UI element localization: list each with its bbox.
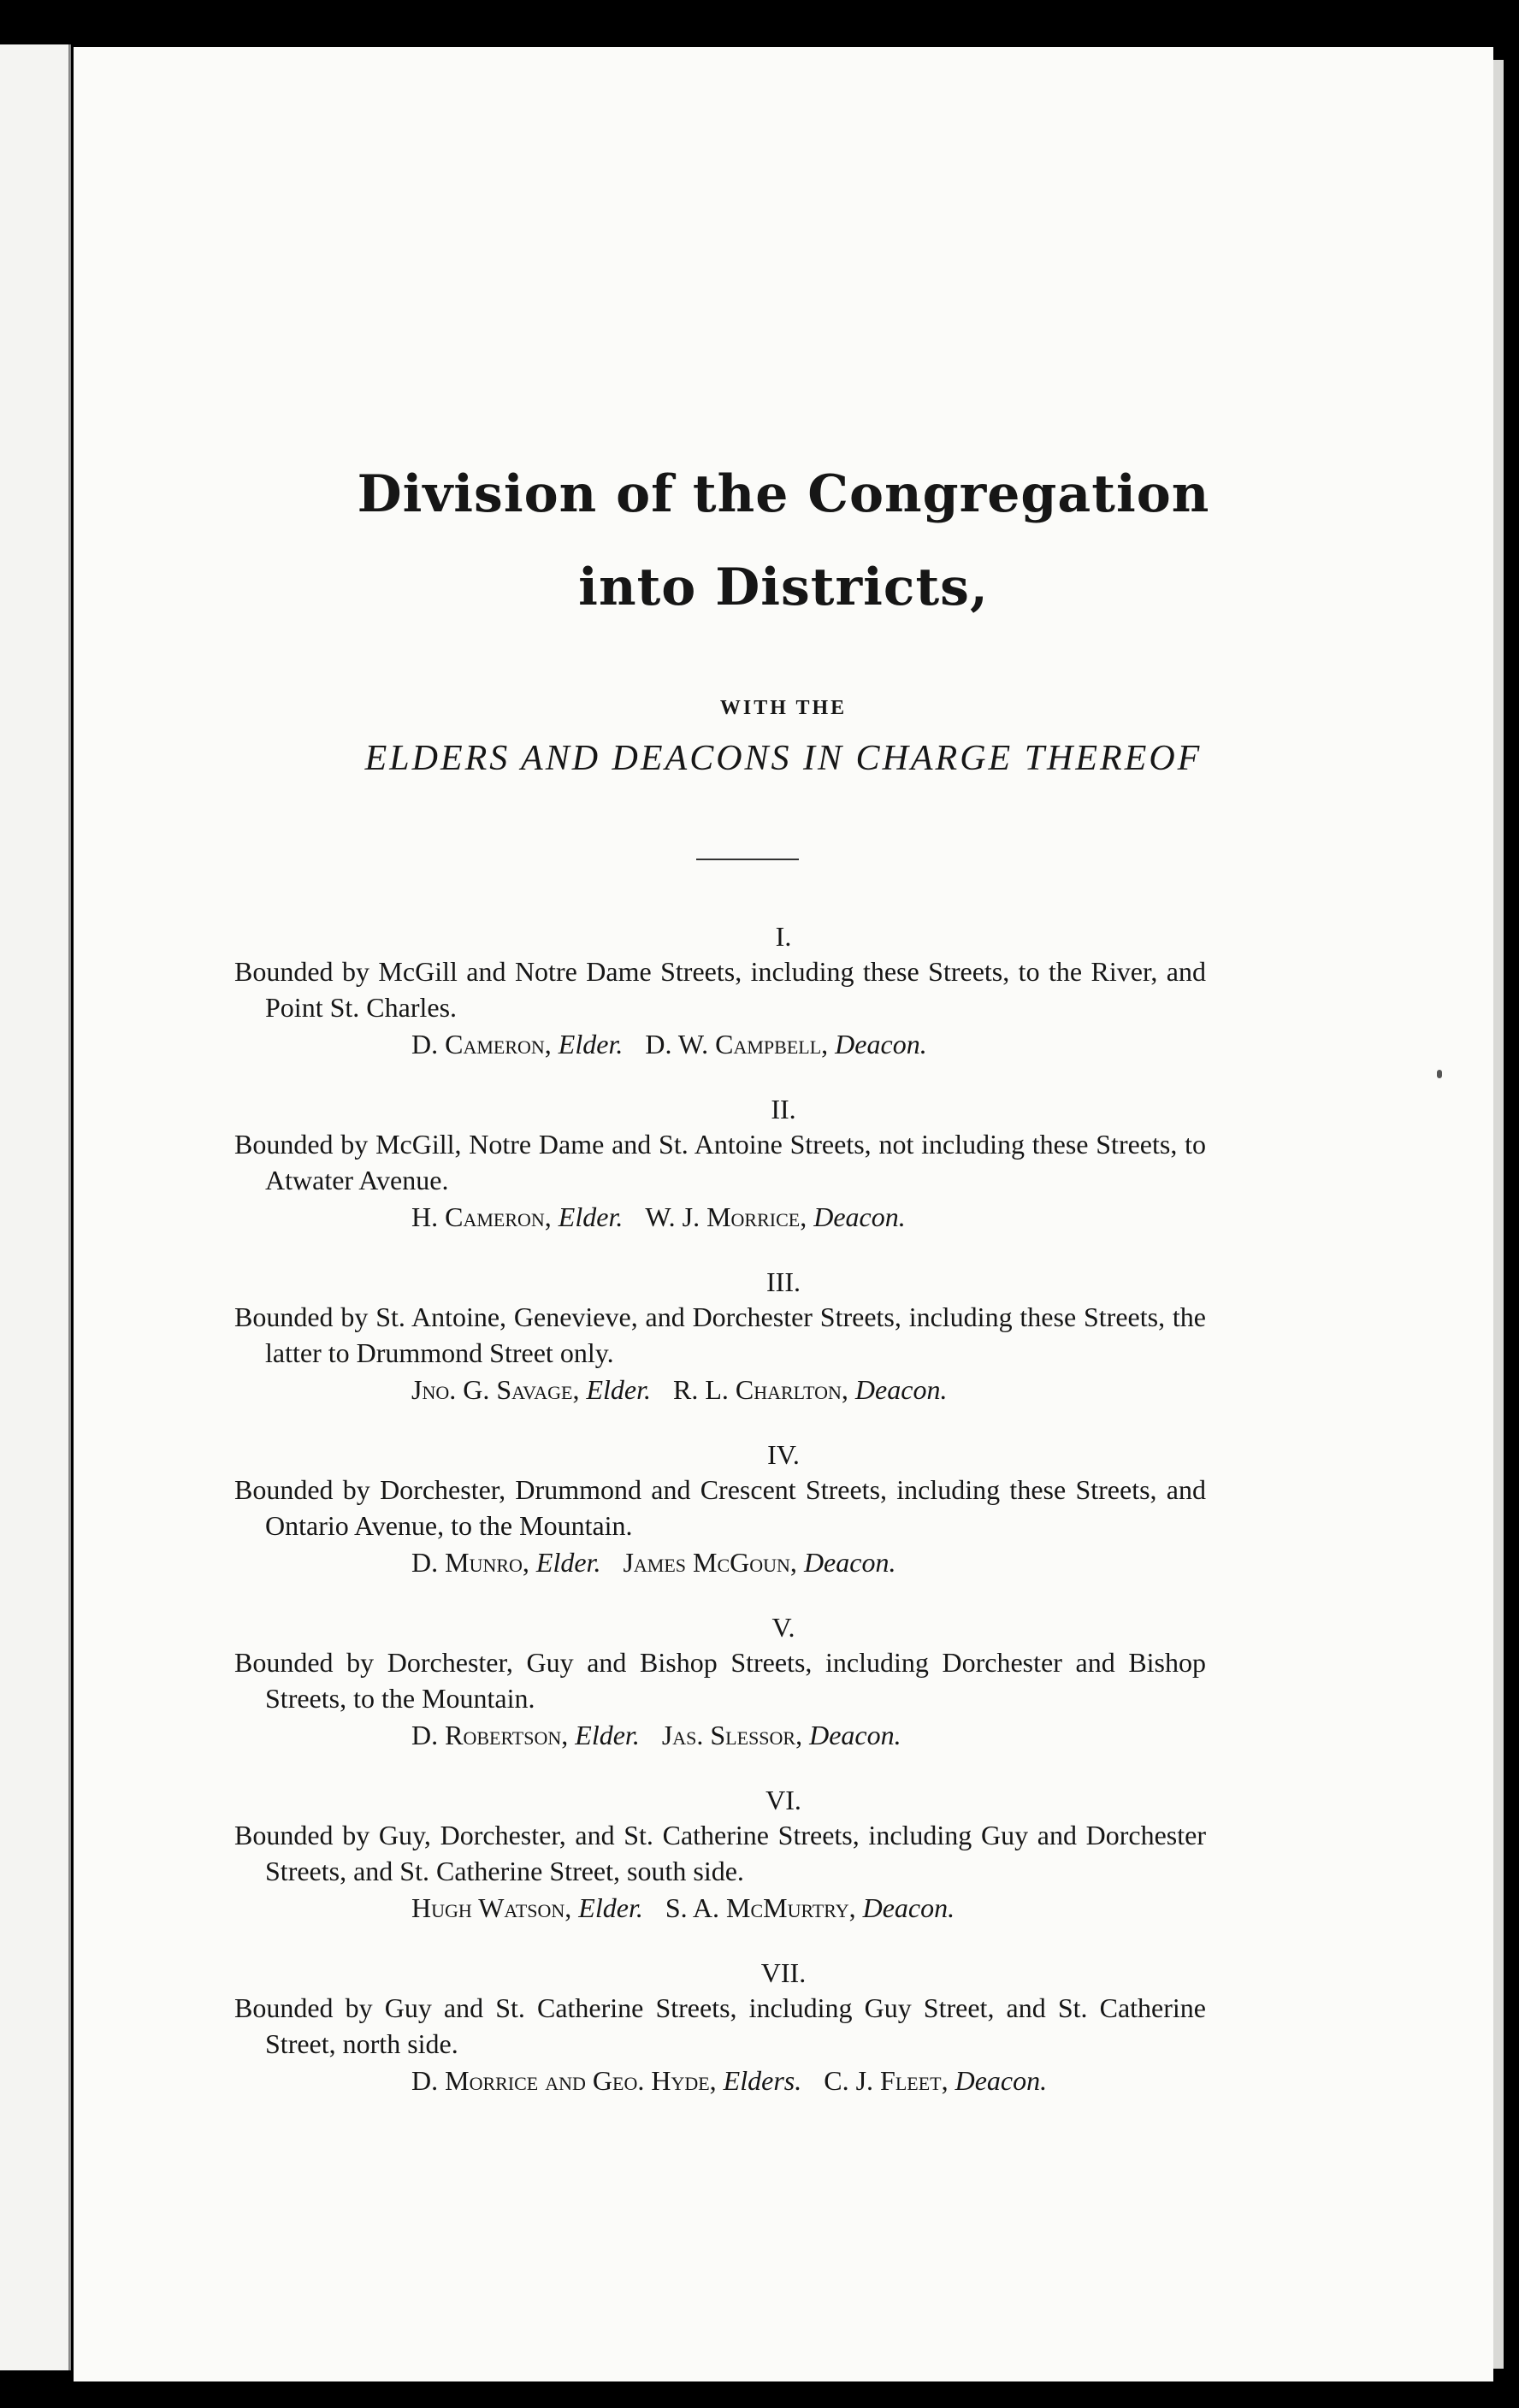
deacon-name: Jas. Slessor, [661, 1720, 803, 1750]
district-description: Bounded by Dorchester, Guy and Bishop Streets, including Dorchester and Bishop Streets, to the Mountain. [234, 1647, 1206, 1714]
deacon-role: Deacon. [809, 1720, 901, 1750]
district-numeral: IV. [767, 1439, 800, 1470]
page-title-line-2: into Districts, [578, 558, 989, 617]
district-1 [74, 919, 1493, 1063]
district-numeral: V. [771, 1612, 795, 1643]
district-officers [74, 1716, 1493, 1754]
district-numeral: VI. [765, 1785, 801, 1815]
deacon-role: Deacon. [803, 1547, 896, 1578]
elder-role: Elder. [558, 1029, 624, 1059]
deacon-name: C. J. Fleet, [824, 2065, 949, 2096]
district-officers [74, 1025, 1493, 1063]
deacon-name: S. A. McMurtry, [665, 1892, 856, 1923]
elder-name: D. Cameron, [411, 1029, 552, 1059]
page-spine-strip [0, 44, 71, 2370]
elder-name: D. Robertson, [411, 1720, 569, 1750]
page-subtitle: ELDERS AND DEACONS IN CHARGE THEREOF [364, 739, 1203, 778]
district-2 [74, 1092, 1493, 1236]
district-7 [74, 1956, 1493, 2099]
page-content [74, 47, 1493, 2381]
district-6 [74, 1783, 1493, 1927]
district-5 [74, 1610, 1493, 1754]
district-officers [74, 1198, 1493, 1236]
ink-speck [1437, 1070, 1442, 1078]
district-description: Bounded by Guy, Dorchester, and St. Catherine Streets, including Guy and Dorchester Streets, and St. Catherine Street, south side. [234, 1820, 1206, 1886]
deacon-name: W. J. Morrice, [645, 1201, 807, 1232]
deacon-name: R. L. Charlton, [673, 1374, 848, 1405]
deacon-name: D. W. Campbell, [645, 1029, 829, 1059]
elder-role: Elder. [558, 1201, 624, 1232]
district-description: Bounded by Guy and St. Catherine Streets, including Guy Street, and St. Catherine Street, north side. [234, 1992, 1206, 2059]
elder-role: Elder. [575, 1720, 640, 1750]
deacon-role: Deacon. [955, 2065, 1048, 2096]
deacon-role: Deacon. [862, 1892, 955, 1923]
district-officers [74, 2062, 1493, 2099]
district-numeral: II. [771, 1094, 796, 1124]
district-3 [74, 1265, 1493, 1408]
elder-name: H. Cameron, [411, 1201, 552, 1232]
with-the-label: WITH THE [719, 697, 848, 719]
title-divider-rule [696, 859, 799, 860]
elder-name: Jno. G. Savage, [411, 1374, 580, 1405]
elder-name: D. Munro, [411, 1547, 529, 1578]
district-officers [74, 1889, 1493, 1927]
deacon-role: Deacon. [854, 1374, 948, 1405]
district-officers [74, 1543, 1493, 1581]
deacon-role: Deacon. [835, 1029, 927, 1059]
document-page [74, 47, 1493, 2381]
district-officers [74, 1371, 1493, 1408]
district-numeral: VII. [760, 1957, 807, 1988]
district-4 [74, 1437, 1493, 1581]
page-title-line-1: Division of the Congregation [357, 464, 1210, 524]
elder-name: Hugh Watson, [411, 1892, 572, 1923]
district-numeral: I. [775, 921, 792, 952]
elder-role: Elder. [535, 1547, 601, 1578]
deacon-role: Deacon. [813, 1201, 906, 1232]
district-description: Bounded by St. Antoine, Genevieve, and Dorchester Streets, including these Streets, the latter to Drummond Street only. [234, 1301, 1206, 1368]
elder-name: D. Morrice and Geo. Hyde, [411, 2065, 717, 2096]
district-description: Bounded by McGill and Notre Dame Streets, including these Streets, to the River, and Point St. Charles. [234, 956, 1206, 1023]
district-description: Bounded by Dorchester, Drummond and Crescent Streets, including these Streets, and Ontario Avenue, to the Mountain. [234, 1474, 1206, 1541]
page-right-edge [1493, 60, 1504, 2369]
district-description: Bounded by McGill, Notre Dame and St. Antoine Streets, not including these Streets, to Atwater Avenue. [234, 1129, 1206, 1195]
elder-role: Elders. [723, 2065, 802, 2096]
district-numeral: III. [766, 1266, 801, 1297]
elder-role: Elder. [586, 1374, 651, 1405]
deacon-name: James McGoun, [623, 1547, 797, 1578]
elder-role: Elder. [578, 1892, 643, 1923]
